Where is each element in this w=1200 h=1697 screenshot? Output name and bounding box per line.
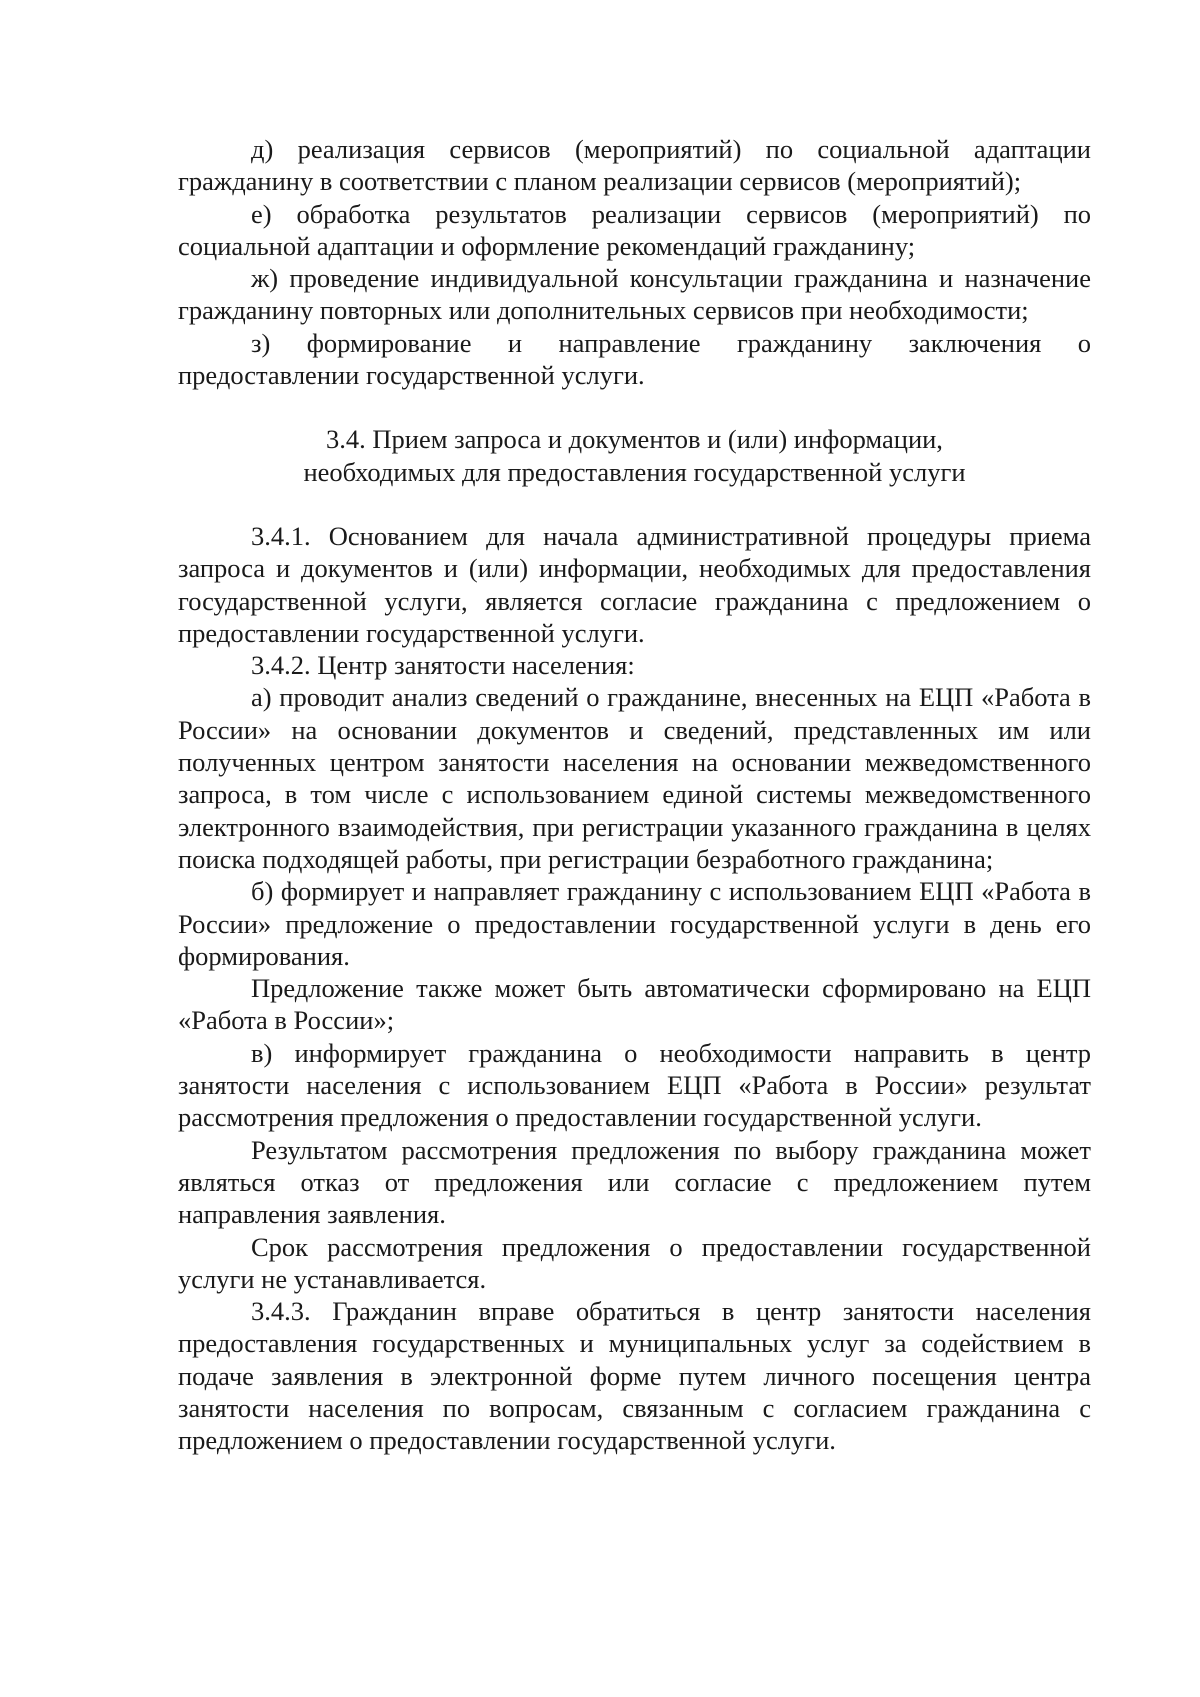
document-page bbox=[178, 133, 1091, 1457]
paragraph-result: Результатом рассмотрения предложения по выбору гражданина может являться отказ от предложения или согласие с предложением путем направления заявления. bbox=[178, 1134, 1091, 1230]
section-heading-line1: 3.4. Прием запроса и документов и (или) информации, bbox=[326, 424, 943, 455]
paragraph-auto-offer: Предложение также может быть автоматически сформировано на ЕЦП «Работа в России»; bbox=[178, 973, 1091, 1036]
item-e: е) обработка результатов реализации сервисов (мероприятий) по социальной адаптации и оформление рекомендаций гражданину; bbox=[178, 198, 1091, 261]
item-zh: ж) проведение индивидуальной консультации гражданина и назначение гражданину повторных или дополнительных сервисов при необходимости; bbox=[178, 263, 1091, 326]
section-heading bbox=[178, 423, 1091, 488]
clause-3-4-1: 3.4.1. Основанием для начала административной процедуры приема запроса и документов и (или) информации, необходимых для предоставления государственной услуги, является согласие гражданина с предложением о предоставлении государственной услуги. bbox=[178, 520, 1091, 648]
clause-3-4-2: 3.4.2. Центр занятости населения: bbox=[251, 650, 635, 681]
section-heading-line2: необходимых для предоставления государственной услуги bbox=[303, 456, 966, 487]
subitem-v: в) информирует гражданина о необходимости направить в центр занятости населения с использованием ЕЦП «Работа в России» результат рассмотрения предложения о предоставлении государственной услуги. bbox=[178, 1037, 1091, 1133]
item-d: д) реализация сервисов (мероприятий) по социальной адаптации гражданину в соответствии с планом реализации сервисов (мероприятий); bbox=[178, 134, 1091, 197]
clause-3-4-3: 3.4.3. Гражданин вправе обратиться в центр занятости населения предоставления государственных и муниципальных услуг за содействием в подаче заявления в электронной форме путем личного посещения центра занятости населения по вопросам, связанным с согласием гражданина с предложением о предоставлении государственной услуги. bbox=[178, 1296, 1091, 1456]
subitem-b: б) формирует и направляет гражданину с использованием ЕЦП «Работа в России» предложение о предоставлении государственной услуги в день его формирования. bbox=[178, 876, 1091, 971]
item-z: з) формирование и направление гражданину заключения о предоставлении государственной услуги. bbox=[178, 327, 1091, 391]
paragraph-term: Срок рассмотрения предложения о предоставлении государственной услуги не устанавливается. bbox=[178, 1231, 1091, 1294]
subitem-a: а) проводит анализ сведений о гражданине, внесенных на ЕЦП «Работа в России» на основании документов и сведений, представленных им или полученных центром занятости населения на основании межведомственного запроса, в том числе с использованием единой системы межведомственного электронного взаимодействия, при регистрации указанного гражданина в целях поиска подходящей работы, при регистрации безработного гражданина; bbox=[178, 682, 1091, 874]
